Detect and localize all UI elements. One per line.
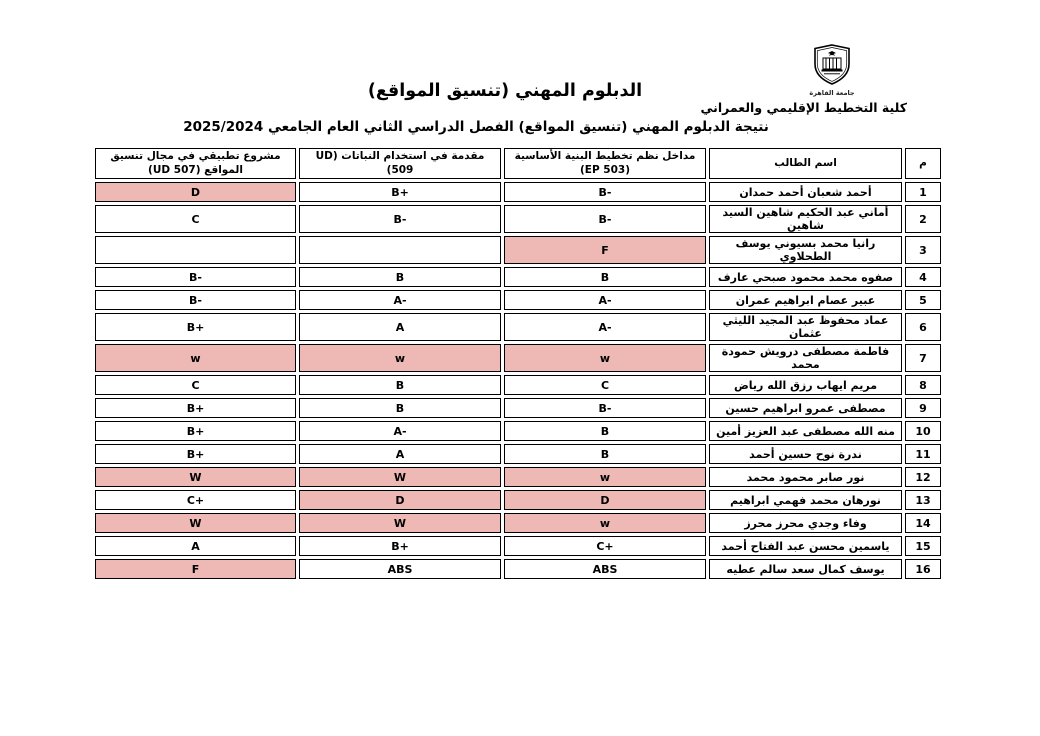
results-table bbox=[92, 145, 944, 582]
cell-grade-ud509: D bbox=[299, 490, 501, 510]
cell-grade-ud507: B- bbox=[95, 290, 296, 310]
cell-student-name: فاطمة مصطفى درويش حمودة محمد bbox=[709, 344, 902, 372]
cell-row-number: 2 bbox=[905, 205, 941, 233]
table-row bbox=[95, 313, 941, 341]
table-row bbox=[95, 559, 941, 579]
cell-grade-ud509: B bbox=[299, 398, 501, 418]
cell-student-name: أحمد شعبان أحمد حمدان bbox=[709, 182, 902, 202]
cell-row-number: 5 bbox=[905, 290, 941, 310]
university-name: جامعة القاهرة bbox=[809, 89, 855, 97]
cell-grade-ep503: w bbox=[504, 467, 706, 487]
page-subtitle: نتيجة الدبلوم المهني (تنسيق المواقع) الفصل الدراسي الثاني العام الجامعي 2025/2024 bbox=[183, 119, 769, 135]
cell-grade-ud509: B bbox=[299, 375, 501, 395]
table-row bbox=[95, 344, 941, 372]
cell-grade-ud509: B+ bbox=[299, 182, 501, 202]
organization-block bbox=[700, 44, 907, 115]
col-header-student-name: اسم الطالب bbox=[709, 148, 902, 179]
cell-grade-ud507: C bbox=[95, 375, 296, 395]
cell-grade-ep503: B- bbox=[504, 398, 706, 418]
cell-grade-ud509: A- bbox=[299, 290, 501, 310]
cell-row-number: 7 bbox=[905, 344, 941, 372]
table-row bbox=[95, 490, 941, 510]
table-row bbox=[95, 182, 941, 202]
cell-grade-ep503: B- bbox=[504, 205, 706, 233]
cell-student-name: نورهان محمد فهمي ابراهيم bbox=[709, 490, 902, 510]
cell-row-number: 4 bbox=[905, 267, 941, 287]
faculty-name: كلية التخطيط الإقليمي والعمراني bbox=[700, 100, 907, 115]
cell-student-name: مصطفى عمرو ابراهيم حسين bbox=[709, 398, 902, 418]
cell-grade-ud507: B- bbox=[95, 267, 296, 287]
cell-grade-ud507: W bbox=[95, 467, 296, 487]
cell-grade-ep503: w bbox=[504, 513, 706, 533]
cell-student-name: رانيا محمد بسيوني يوسف الطحلاوي bbox=[709, 236, 902, 264]
cell-student-name: ياسمين محسن عبد الفتاح أحمد bbox=[709, 536, 902, 556]
cell-student-name: عبير عصام ابراهيم عمران bbox=[709, 290, 902, 310]
table-row bbox=[95, 375, 941, 395]
cell-grade-ud507: C bbox=[95, 205, 296, 233]
col-header-ep503: مداخل نظم تخطيط البنية الأساسية (EP 503) bbox=[504, 148, 706, 179]
cell-row-number: 9 bbox=[905, 398, 941, 418]
cell-student-name: وفاء وجدي محرز محرز bbox=[709, 513, 902, 533]
cell-student-name: مريم ايهاب رزق الله رياض bbox=[709, 375, 902, 395]
cell-grade-ud507: w bbox=[95, 344, 296, 372]
cell-row-number: 6 bbox=[905, 313, 941, 341]
cell-grade-ud507: B+ bbox=[95, 421, 296, 441]
cell-grade-ud507: D bbox=[95, 182, 296, 202]
cell-grade-ud509: A bbox=[299, 313, 501, 341]
cell-grade-ud509: A- bbox=[299, 421, 501, 441]
cell-grade-ud509: B bbox=[299, 267, 501, 287]
col-header-num: م bbox=[905, 148, 941, 179]
col-header-ud509: مقدمة في استخدام النباتات (UD 509) bbox=[299, 148, 501, 179]
cell-grade-ud507: B+ bbox=[95, 398, 296, 418]
cell-student-name: صفوه محمد محمود صبحي عارف bbox=[709, 267, 902, 287]
cell-row-number: 15 bbox=[905, 536, 941, 556]
cell-grade-ep503: B bbox=[504, 267, 706, 287]
cell-row-number: 16 bbox=[905, 559, 941, 579]
cell-grade-ud509: W bbox=[299, 467, 501, 487]
cell-grade-ud509: B- bbox=[299, 205, 501, 233]
table-row bbox=[95, 205, 941, 233]
cell-row-number: 14 bbox=[905, 513, 941, 533]
university-emblem-icon bbox=[812, 44, 852, 88]
cell-grade-ep503: w bbox=[504, 344, 706, 372]
cell-grade-ep503: C bbox=[504, 375, 706, 395]
cell-grade-ud509: B+ bbox=[299, 536, 501, 556]
table-row bbox=[95, 290, 941, 310]
col-header-ud507: مشروع تطبيقي في مجال تنسيق المواقع (UD 507) bbox=[95, 148, 296, 179]
cell-grade-ud507: A bbox=[95, 536, 296, 556]
cell-grade-ep503: B bbox=[504, 444, 706, 464]
cell-row-number: 1 bbox=[905, 182, 941, 202]
cell-grade-ep503: B- bbox=[504, 182, 706, 202]
cell-grade-ud507 bbox=[95, 236, 296, 264]
cell-grade-ep503: F bbox=[504, 236, 706, 264]
cell-grade-ud509: w bbox=[299, 344, 501, 372]
cell-grade-ud507: F bbox=[95, 559, 296, 579]
cell-grade-ud509: A bbox=[299, 444, 501, 464]
table-row bbox=[95, 398, 941, 418]
cell-student-name: يوسف كمال سعد سالم عطيه bbox=[709, 559, 902, 579]
table-header-row bbox=[95, 148, 941, 179]
cell-grade-ud507: B+ bbox=[95, 444, 296, 464]
cell-row-number: 3 bbox=[905, 236, 941, 264]
page-title: الدبلوم المهني (تنسيق المواقع) bbox=[367, 81, 643, 101]
table-row bbox=[95, 467, 941, 487]
table-row bbox=[95, 421, 941, 441]
table-row bbox=[95, 267, 941, 287]
cell-grade-ep503: A- bbox=[504, 290, 706, 310]
cell-row-number: 10 bbox=[905, 421, 941, 441]
cell-row-number: 11 bbox=[905, 444, 941, 464]
cell-row-number: 8 bbox=[905, 375, 941, 395]
cell-grade-ep503: A- bbox=[504, 313, 706, 341]
cell-grade-ep503: B bbox=[504, 421, 706, 441]
table-row bbox=[95, 513, 941, 533]
cell-grade-ud509: ABS bbox=[299, 559, 501, 579]
cell-student-name: ندرة نوح حسين أحمد bbox=[709, 444, 902, 464]
cell-grade-ep503: C+ bbox=[504, 536, 706, 556]
table-row bbox=[95, 536, 941, 556]
table-row bbox=[95, 236, 941, 264]
results-tbody bbox=[95, 182, 941, 579]
cell-grade-ud509 bbox=[299, 236, 501, 264]
cell-grade-ep503: D bbox=[504, 490, 706, 510]
cell-student-name: منه الله مصطفى عبد العزيز أمين bbox=[709, 421, 902, 441]
cell-student-name: أماني عبد الحكيم شاهين السيد شاهين bbox=[709, 205, 902, 233]
cell-grade-ud507: C+ bbox=[95, 490, 296, 510]
cell-grade-ud507: W bbox=[95, 513, 296, 533]
cell-grade-ep503: ABS bbox=[504, 559, 706, 579]
cell-row-number: 13 bbox=[905, 490, 941, 510]
cell-student-name: نور صابر محمود محمد bbox=[709, 467, 902, 487]
cell-grade-ud507: B+ bbox=[95, 313, 296, 341]
cell-grade-ud509: W bbox=[299, 513, 501, 533]
table-row bbox=[95, 444, 941, 464]
cell-row-number: 12 bbox=[905, 467, 941, 487]
cell-student-name: عماد محفوظ عبد المجيد الليثي عثمان bbox=[709, 313, 902, 341]
